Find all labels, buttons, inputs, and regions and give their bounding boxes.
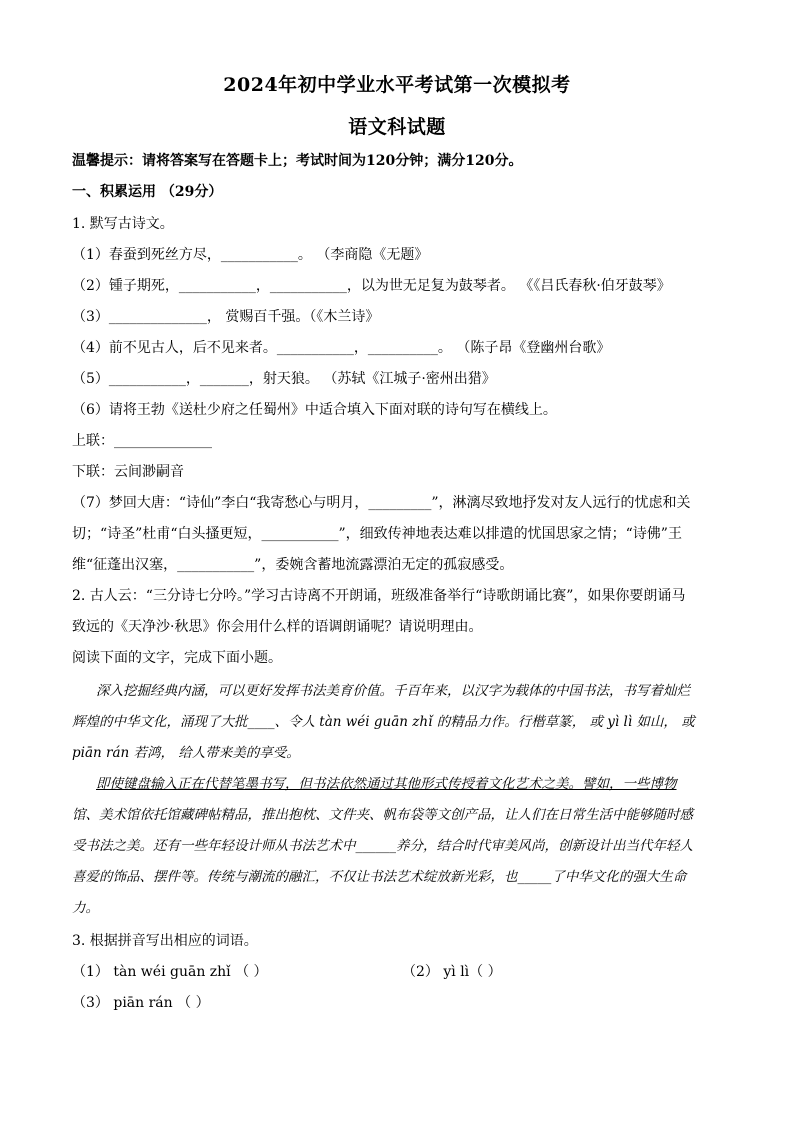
exam-title: 2024年初中学业水平考试第一次模拟考	[223, 74, 571, 96]
question-1-item: （3）______________， 赏赐百千强。（《木兰诗》	[72, 309, 380, 325]
question-1-item: （2）锺子期死，___________，___________，以为世无足复为鼓琴者。 《《吕氏春秋·伯牙鼓琴》	[72, 278, 671, 294]
exam-subtitle: 语文科试题	[348, 116, 446, 138]
passage-line: 馆、美术馆依托馆藏碑帖精品，推出抱枕、文件夹、帆布袋等文创产品，让人们在日常生活中能够随时感	[72, 807, 693, 823]
question-3-item: （1） tàn wéi guān zhǐ （ ）	[72, 964, 268, 980]
passage-line: 受书法之美。还有一些年轻设计师从书法艺术中______养分，结合时代审美风尚，创新设计出当代年轻人	[72, 838, 693, 854]
couplet-upper: 上联：______________	[72, 433, 212, 449]
question-3-title: 3. 根据拼音写出相应的词语。	[72, 933, 258, 949]
passage-line: piān rán 若鸿， 给人带来美的享受。	[72, 745, 300, 761]
passage-line-underlined: 即使键盘输入正在代替笔墨书写，但书法依然通过其他形式传授着文化艺术之美。譬如，一些博物	[96, 776, 677, 792]
passage-line: 力。	[72, 900, 99, 916]
question-1-7-line: （7）梦回大唐：“诗仙”李白“我寄愁心与明月，_________”，淋漓尽致地抒发对友人远行的忧虑和关	[72, 495, 691, 511]
notice: 温馨提示：请将答案写在答题卡上；考试时间为120分钟；满分120分。	[72, 153, 523, 169]
passage-line: 深入挖掘经典内涵，可以更好发挥书法美育价值。千百年来，以汉字为载体的中国书法，书写着灿烂	[96, 683, 690, 699]
question-1-item: （4）前不见古人，后不见来者。___________，__________。 （陈子昂《登幽州台歌》	[72, 340, 611, 356]
question-2-line: 2. 古人云：“三分诗七分吟。”学习古诗离不开朗诵，班级准备举行“诗歌朗诵比赛”，如果你要朗诵马	[72, 588, 686, 604]
question-2-line: 致远的《天净沙·秋思》你会用什么样的语调朗诵呢？请说明理由。	[72, 619, 483, 635]
question-1-7-line: 维“征蓬出汉塞，___________”，委婉含蓄地流露漂泊无定的孤寂感受。	[72, 557, 514, 573]
section-heading: 一、积累运用 （29分）	[72, 184, 223, 200]
question-1-item: （1）春蚕到死丝方尽，___________。 （李商隐《无题》	[72, 247, 429, 263]
couplet-lower: 下联：云间渺嗣音	[72, 464, 184, 480]
question-3-item: （2） yì lì（ ）	[402, 964, 502, 980]
question-1-7-line: 切；“诗圣”杜甫“白头搔更短，___________”，细致传神地表达难以排遣的忧国思家之情；“诗佛”王	[72, 526, 682, 542]
question-1-item: （5）___________，_______，射天狼。 （苏轼《江城子·密州出猎》	[72, 371, 496, 387]
question-3-item: （3） piān rán （ ）	[72, 995, 210, 1011]
question-1-title: 1. 默写古诗文。	[72, 216, 174, 232]
passage-line: 辉煌的中华文化，涌现了大批____、令人 tàn wéi guān zhǐ 的精品力作。行楷草篆， 或 yì lì 如山， 或	[72, 714, 695, 730]
passage-line: 喜爱的饰品、摆件等。传统与潮流的融汇，不仅让书法艺术绽放新光彩，也_____了中华文化的强大生命	[72, 869, 687, 885]
reading-intro: 阅读下面的文字，完成下面小题。	[72, 650, 282, 666]
question-1-item: （6）请将王勃《送杜少府之任蜀州》中适合填入下面对联的诗句写在横线上。	[72, 402, 557, 418]
